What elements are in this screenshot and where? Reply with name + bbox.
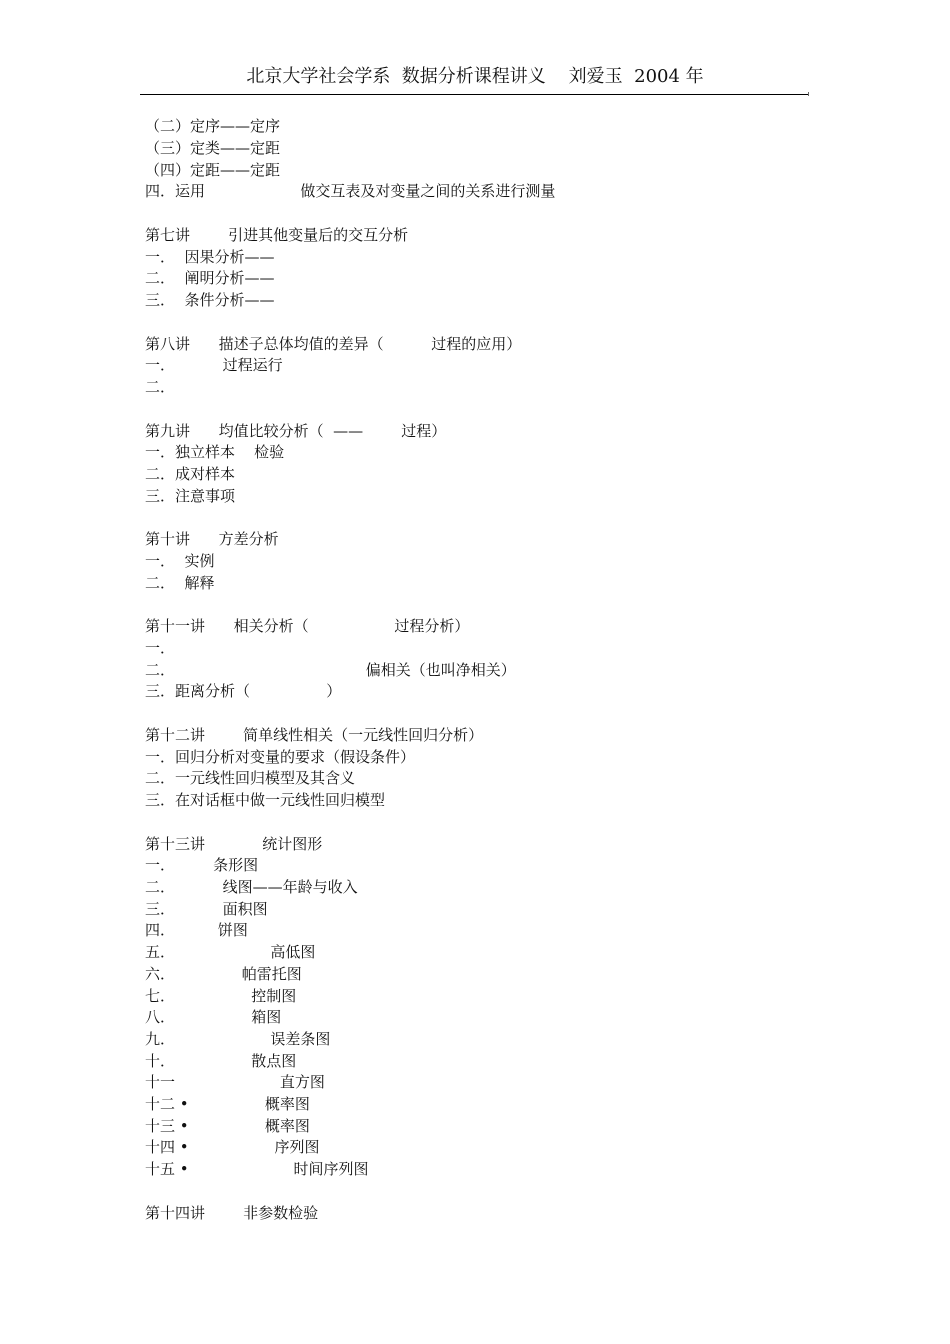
text-line: 一． 过程运行 (145, 356, 283, 374)
text-line: 十五 • 时间序列图 (145, 1160, 369, 1178)
text-line: 十一 直方图 (145, 1073, 325, 1091)
text-line: 五． 高低图 (145, 943, 316, 961)
section-heading: 第八讲 描述子总体均值的差异（ 过程的应用） (145, 335, 522, 353)
text-line: （四）定距——定距 (145, 161, 281, 179)
text-line: 二． 解释 (145, 574, 215, 592)
text-line: 一．回归分析对变量的要求（假设条件） (145, 748, 416, 766)
text-line: 二． 阐明分析—— (145, 269, 275, 287)
section-heading: 第十二讲 简单线性相关（一元线性回归分析） (145, 726, 484, 744)
text-line: 一． (145, 639, 176, 657)
text-line: 十二 • 概率图 (145, 1095, 310, 1113)
header-divider (140, 94, 808, 95)
text-line: 二． 偏相关（也叫净相关） (145, 661, 516, 679)
section-heading: 第九讲 均值比较分析（ —— 过程） (145, 422, 447, 440)
text-line: 三． 条件分析—— (145, 291, 275, 309)
page-header-title: 北京大学社会学系 数据分析课程讲义 刘爱玉 2004 年 (246, 66, 704, 87)
section-heading: 第七讲 引进其他变量后的交互分析 (145, 226, 409, 244)
text-line: 一． 实例 (145, 552, 215, 570)
header-divider-end-mark (808, 92, 809, 96)
text-line: （三）定类——定距 (145, 139, 281, 157)
text-line: 一． 因果分析—— (145, 248, 275, 266)
text-line: 一． 条形图 (145, 856, 259, 874)
text-line: 二． (145, 378, 176, 396)
text-line: 二．成对样本 (145, 465, 236, 483)
text-line: 三．距离分析（ ） (145, 682, 342, 700)
text-line: （二）定序——定序 (145, 117, 281, 135)
text-line: 八． 箱图 (145, 1008, 282, 1026)
text-line: 四． 饼图 (145, 921, 248, 939)
text-line: 十三 • 概率图 (145, 1117, 310, 1135)
text-line: 三．在对话框中做一元线性回归模型 (145, 791, 386, 809)
text-line: 九． 误差条图 (145, 1030, 331, 1048)
text-line: 十四 • 序列图 (145, 1138, 320, 1156)
text-line: 十． 散点图 (145, 1052, 297, 1070)
text-line: 三． 面积图 (145, 900, 268, 918)
section-heading: 第十一讲 相关分析（ 过程分析） (145, 617, 470, 635)
section-heading: 第十三讲 统计图形 (145, 835, 323, 853)
section-heading: 第十四讲 非参数检验 (145, 1204, 319, 1222)
text-line: 一．独立样本 检验 (145, 443, 285, 461)
text-line: 三．注意事项 (145, 487, 236, 505)
section-heading: 第十讲 方差分析 (145, 530, 279, 548)
text-line: 七． 控制图 (145, 987, 297, 1005)
text-line: 二．一元线性回归模型及其含义 (145, 769, 356, 787)
text-line: 二． 线图——年龄与收入 (145, 878, 358, 896)
text-line: 四．运用 做交互表及对变量之间的关系进行测量 (145, 182, 556, 200)
text-line: 六． 帕雷托图 (145, 965, 302, 983)
